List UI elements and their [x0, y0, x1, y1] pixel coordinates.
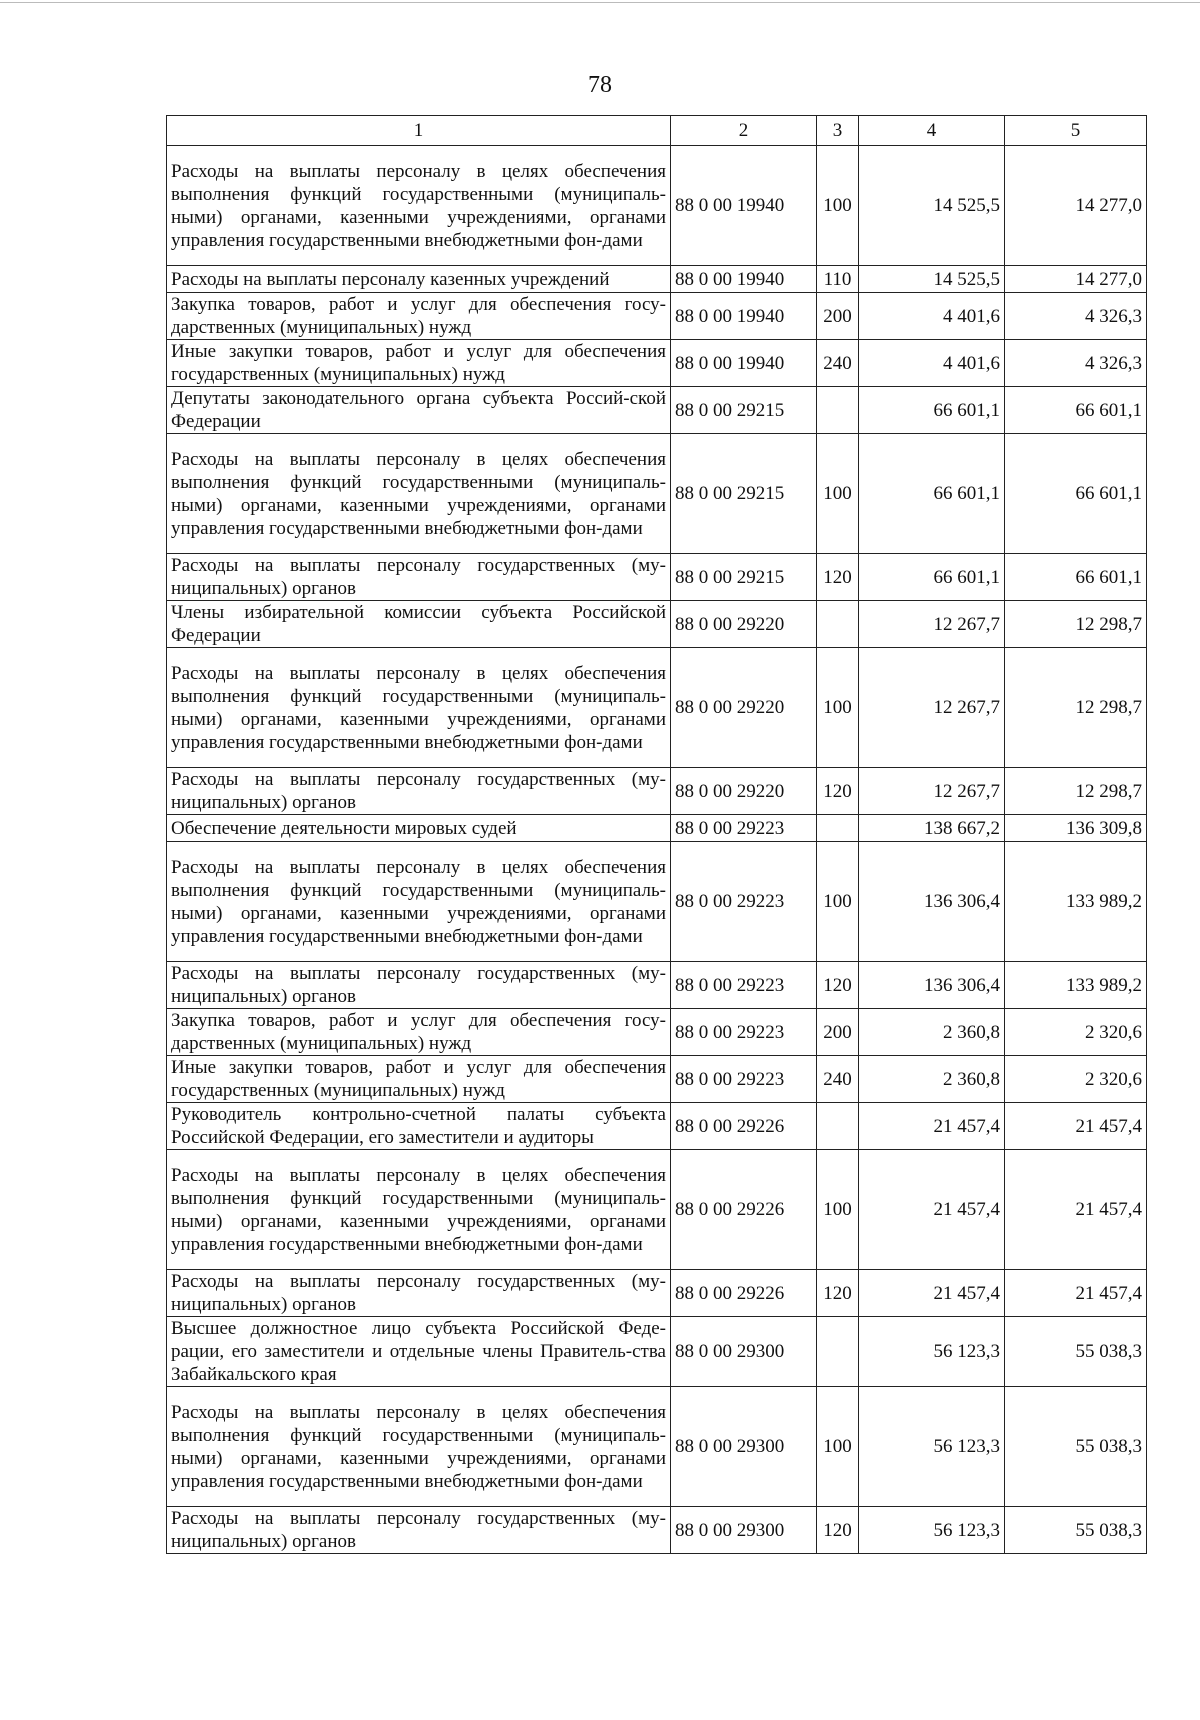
table-row: [167, 1507, 1147, 1554]
table-row: [167, 1387, 1147, 1507]
row-name-cell: Обеспечение деятельности мировых судей: [167, 815, 671, 842]
row-code-cell: 88 0 00 29215: [671, 434, 817, 554]
row-amount-2-cell: 12 298,7: [1005, 648, 1147, 768]
row-amount-2-cell: 14 277,0: [1005, 266, 1147, 293]
table-row: [167, 815, 1147, 842]
row-amount-2-cell: 55 038,3: [1005, 1317, 1147, 1387]
row-code-cell: 88 0 00 29220: [671, 648, 817, 768]
row-amount-1-cell: 4 401,6: [859, 293, 1005, 340]
table-row: [167, 1150, 1147, 1270]
row-expense-type-cell: 110: [817, 266, 859, 293]
row-expense-type-cell: 100: [817, 648, 859, 768]
row-name-cell: Иные закупки товаров, работ и услуг для обеспечения государственных (муниципальных) нужд: [167, 340, 671, 387]
table-row: [167, 1103, 1147, 1150]
row-code-cell: 88 0 00 29223: [671, 1009, 817, 1056]
row-amount-1-cell: 12 267,7: [859, 648, 1005, 768]
row-expense-type-cell: 100: [817, 842, 859, 962]
row-expense-type-cell: 100: [817, 146, 859, 266]
table-row: [167, 1009, 1147, 1056]
row-expense-type-cell: 120: [817, 768, 859, 815]
row-expense-type-cell: [817, 815, 859, 842]
row-amount-2-cell: 14 277,0: [1005, 146, 1147, 266]
row-name-cell: Расходы на выплаты персоналу государственных (му-ниципальных) органов: [167, 1507, 671, 1554]
row-expense-type-cell: 200: [817, 1009, 859, 1056]
table-row: [167, 842, 1147, 962]
row-amount-1-cell: 12 267,7: [859, 601, 1005, 648]
header-row: [167, 116, 1147, 146]
row-name-cell: Высшее должностное лицо субъекта Российской Феде-рации, его заместители и отдельные члены Правитель-ства Забайкальского края: [167, 1317, 671, 1387]
row-code-cell: 88 0 00 29226: [671, 1270, 817, 1317]
row-amount-1-cell: 136 306,4: [859, 962, 1005, 1009]
row-amount-1-cell: 56 123,3: [859, 1507, 1005, 1554]
row-expense-type-cell: [817, 387, 859, 434]
row-amount-2-cell: 21 457,4: [1005, 1270, 1147, 1317]
row-amount-1-cell: 66 601,1: [859, 554, 1005, 601]
row-expense-type-cell: 200: [817, 293, 859, 340]
row-name-cell: Члены избирательной комиссии субъекта Российской Федерации: [167, 601, 671, 648]
table-row: [167, 340, 1147, 387]
row-name-cell: Депутаты законодательного органа субъекта Россий-ской Федерации: [167, 387, 671, 434]
page-number: 78: [588, 72, 612, 98]
row-amount-2-cell: 12 298,7: [1005, 768, 1147, 815]
row-amount-2-cell: 136 309,8: [1005, 815, 1147, 842]
row-name-cell: Расходы на выплаты персоналу в целях обеспечения выполнения функций государственными (муниципаль-ными) органами, казенными учреждениями, органами управления государственными внебюджетными фон-дами: [167, 1150, 671, 1270]
row-code-cell: 88 0 00 29220: [671, 768, 817, 815]
scan-edge-line: [0, 2, 1200, 3]
row-name-cell: Расходы на выплаты персоналу в целях обеспечения выполнения функций государственными (муниципаль-ными) органами, казенными учреждениями, органами управления государственными внебюджетными фон-дами: [167, 434, 671, 554]
row-amount-2-cell: 4 326,3: [1005, 293, 1147, 340]
table-row: [167, 1317, 1147, 1387]
table-row: [167, 768, 1147, 815]
row-name-cell: Руководитель контрольно-счетной палаты субъекта Российской Федерации, его заместители и аудиторы: [167, 1103, 671, 1150]
row-code-cell: 88 0 00 29223: [671, 962, 817, 1009]
table-row: [167, 601, 1147, 648]
budget-table: [166, 115, 1147, 1554]
row-expense-type-cell: 100: [817, 434, 859, 554]
table-row: [167, 266, 1147, 293]
row-expense-type-cell: 120: [817, 962, 859, 1009]
row-amount-2-cell: 66 601,1: [1005, 387, 1147, 434]
row-amount-1-cell: 2 360,8: [859, 1056, 1005, 1103]
row-name-cell: Расходы на выплаты персоналу в целях обеспечения выполнения функций государственными (муниципаль-ными) органами, казенными учреждениями, органами управления государственными внебюджетными фон-дами: [167, 648, 671, 768]
row-code-cell: 88 0 00 29220: [671, 601, 817, 648]
row-expense-type-cell: 120: [817, 554, 859, 601]
header-cell: 4: [859, 116, 1005, 146]
row-amount-2-cell: 66 601,1: [1005, 434, 1147, 554]
row-name-cell: Расходы на выплаты персоналу государственных (му-ниципальных) органов: [167, 1270, 671, 1317]
row-code-cell: 88 0 00 29226: [671, 1150, 817, 1270]
row-amount-1-cell: 56 123,3: [859, 1317, 1005, 1387]
row-amount-2-cell: 4 326,3: [1005, 340, 1147, 387]
row-name-cell: Закупка товаров, работ и услуг для обеспечения госу-дарственных (муниципальных) нужд: [167, 1009, 671, 1056]
row-amount-1-cell: 21 457,4: [859, 1150, 1005, 1270]
row-name-cell: Расходы на выплаты персоналу в целях обеспечения выполнения функций государственными (муниципаль-ными) органами, казенными учреждениями, органами управления государственными внебюджетными фон-дами: [167, 146, 671, 266]
row-amount-2-cell: 133 989,2: [1005, 962, 1147, 1009]
row-expense-type-cell: 240: [817, 340, 859, 387]
row-expense-type-cell: [817, 1317, 859, 1387]
table-body: [167, 146, 1147, 1554]
row-amount-1-cell: 136 306,4: [859, 842, 1005, 962]
row-amount-2-cell: 55 038,3: [1005, 1507, 1147, 1554]
row-amount-1-cell: 56 123,3: [859, 1387, 1005, 1507]
row-code-cell: 88 0 00 19940: [671, 340, 817, 387]
header-cell: 2: [671, 116, 817, 146]
row-amount-1-cell: 14 525,5: [859, 146, 1005, 266]
row-code-cell: 88 0 00 19940: [671, 293, 817, 340]
row-amount-2-cell: 2 320,6: [1005, 1056, 1147, 1103]
row-code-cell: 88 0 00 19940: [671, 146, 817, 266]
row-expense-type-cell: 100: [817, 1387, 859, 1507]
row-amount-1-cell: 21 457,4: [859, 1103, 1005, 1150]
table-row: [167, 387, 1147, 434]
row-amount-2-cell: 12 298,7: [1005, 601, 1147, 648]
header-cell: 3: [817, 116, 859, 146]
table-row: [167, 962, 1147, 1009]
table-row: [167, 434, 1147, 554]
row-code-cell: 88 0 00 29223: [671, 815, 817, 842]
table-row: [167, 146, 1147, 266]
row-amount-1-cell: 21 457,4: [859, 1270, 1005, 1317]
row-code-cell: 88 0 00 29226: [671, 1103, 817, 1150]
row-expense-type-cell: 120: [817, 1270, 859, 1317]
row-amount-2-cell: 55 038,3: [1005, 1387, 1147, 1507]
row-expense-type-cell: 120: [817, 1507, 859, 1554]
row-amount-2-cell: 21 457,4: [1005, 1150, 1147, 1270]
row-amount-2-cell: 2 320,6: [1005, 1009, 1147, 1056]
row-code-cell: 88 0 00 29215: [671, 554, 817, 601]
row-amount-1-cell: 14 525,5: [859, 266, 1005, 293]
row-name-cell: Расходы на выплаты персоналу в целях обеспечения выполнения функций государственными (муниципаль-ными) органами, казенными учреждениями, органами управления государственными внебюджетными фон-дами: [167, 1387, 671, 1507]
row-name-cell: Расходы на выплаты персоналу государственных (му-ниципальных) органов: [167, 768, 671, 815]
header-cell: 5: [1005, 116, 1147, 146]
row-name-cell: Расходы на выплаты персоналу в целях обеспечения выполнения функций государственными (муниципаль-ными) органами, казенными учреждениями, органами управления государственными внебюджетными фон-дами: [167, 842, 671, 962]
row-name-cell: Расходы на выплаты персоналу государственных (му-ниципальных) органов: [167, 554, 671, 601]
row-code-cell: 88 0 00 29223: [671, 842, 817, 962]
row-amount-1-cell: 4 401,6: [859, 340, 1005, 387]
table-row: [167, 554, 1147, 601]
row-expense-type-cell: 100: [817, 1150, 859, 1270]
row-amount-2-cell: 21 457,4: [1005, 1103, 1147, 1150]
row-code-cell: 88 0 00 29223: [671, 1056, 817, 1103]
row-amount-1-cell: 138 667,2: [859, 815, 1005, 842]
row-name-cell: Расходы на выплаты персоналу казенных учреждений: [167, 266, 671, 293]
row-amount-1-cell: 66 601,1: [859, 434, 1005, 554]
row-expense-type-cell: [817, 601, 859, 648]
row-amount-1-cell: 66 601,1: [859, 387, 1005, 434]
row-amount-2-cell: 66 601,1: [1005, 554, 1147, 601]
row-code-cell: 88 0 00 29215: [671, 387, 817, 434]
table-row: [167, 1056, 1147, 1103]
row-amount-2-cell: 133 989,2: [1005, 842, 1147, 962]
row-code-cell: 88 0 00 29300: [671, 1387, 817, 1507]
row-name-cell: Расходы на выплаты персоналу государственных (му-ниципальных) органов: [167, 962, 671, 1009]
table-row: [167, 1270, 1147, 1317]
table-row: [167, 648, 1147, 768]
row-expense-type-cell: 240: [817, 1056, 859, 1103]
row-name-cell: Закупка товаров, работ и услуг для обеспечения госу-дарственных (муниципальных) нужд: [167, 293, 671, 340]
row-amount-1-cell: 2 360,8: [859, 1009, 1005, 1056]
row-code-cell: 88 0 00 29300: [671, 1317, 817, 1387]
row-expense-type-cell: [817, 1103, 859, 1150]
row-code-cell: 88 0 00 19940: [671, 266, 817, 293]
row-code-cell: 88 0 00 29300: [671, 1507, 817, 1554]
row-amount-1-cell: 12 267,7: [859, 768, 1005, 815]
row-name-cell: Иные закупки товаров, работ и услуг для обеспечения государственных (муниципальных) нужд: [167, 1056, 671, 1103]
header-cell: 1: [167, 116, 671, 146]
table-row: [167, 293, 1147, 340]
